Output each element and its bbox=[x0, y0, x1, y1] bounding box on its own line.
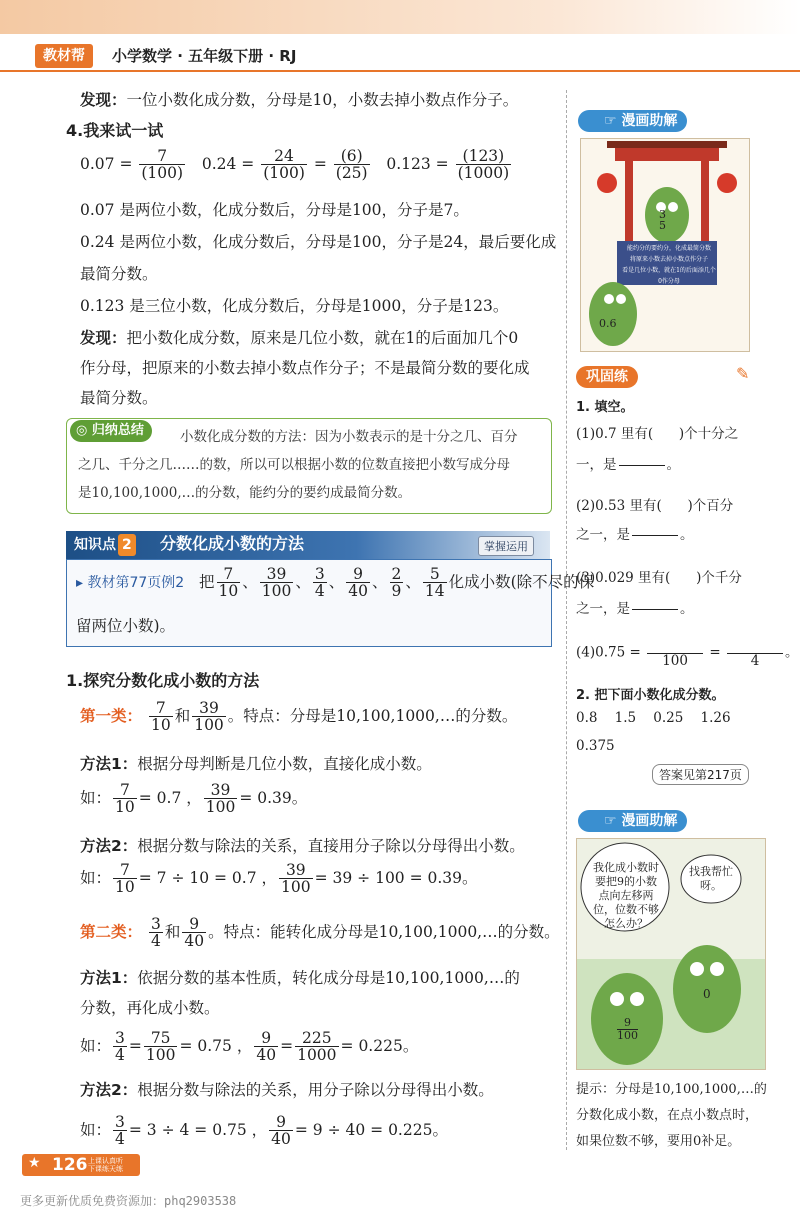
example-2b: 如： $\frac{3}{4}$ = 3 ÷ 4 = 0.75 ， $\frac{9}{40}$ = 9 ÷ 40 = 0.225。 bbox=[80, 1113, 448, 1149]
example-line: ▸ 教材第77页例2 把 $\frac{7}{10}$ 、 $\frac{39}{100}$ 、 $\frac{3}{4}$ 、 $\frac{9}{40}$ 、 $\frac{2}{9}$ 、 $\frac{5}{14}$ 化成小数(除不尽的保 bbox=[76, 565, 595, 601]
mascot-icon: ★ bbox=[28, 1155, 41, 1171]
summary-text: 是10,100,1000,…的分数，能约分的要约成最简分数。 bbox=[78, 485, 412, 501]
header-band bbox=[0, 0, 800, 34]
hint-text: 提示：分母是10,100,1000,…的 bbox=[576, 1082, 767, 1097]
page-slogan: 上课认真听 下课练天练 bbox=[88, 1157, 123, 1173]
comic-header: ☞ 漫画助解 bbox=[578, 110, 687, 132]
method-2b: 方法2：根据分数与除法的关系，用分子除以分母得出小数。 bbox=[80, 1081, 494, 1099]
mastery-badge: 掌握运用 bbox=[478, 536, 534, 556]
example-fractions: $\frac{7}{10}$ 、 $\frac{39}{100}$ 、 $\frac{3}{4}$ 、 $\frac{9}{40}$ 、 $\frac{2}{9}$ 、 $\frac{5}{14}$ bbox=[218, 565, 445, 601]
knowledge-point-title: 分数化成小数的方法 bbox=[160, 534, 305, 553]
discover-2-line: 最简分数。 bbox=[80, 389, 158, 407]
character-label: 0 bbox=[703, 987, 711, 1001]
hint-text: 分数化成小数，在点小数点时， bbox=[576, 1108, 759, 1123]
check-icon: ◎ bbox=[76, 423, 92, 438]
column-divider bbox=[566, 90, 567, 1150]
comic-sign: 能约分的要约分，化成最简分数 将原来小数去掉小数点作分子 看是几位小数，就在1的后面添几个0作分母 bbox=[622, 245, 716, 285]
question-2-values: 0.8 1.5 0.25 1.26 bbox=[576, 710, 731, 726]
method-1a: 方法1：根据分母判断是几位小数，直接化成小数。 bbox=[80, 755, 432, 773]
paragraph: 0.24 是两位小数，化成分数后，分母是100，分子是24，最后要化成 bbox=[80, 233, 557, 251]
question-line: (3)0.029 里有( )个千分 bbox=[576, 570, 742, 586]
section-4-title: 4.我来试一试 bbox=[66, 121, 164, 140]
speech-bubble: 找我帮忙呀。 bbox=[689, 865, 733, 892]
discover-1: 发现：一位小数化成分数，分母是10，小数去掉小数点作分子。 bbox=[80, 91, 519, 109]
category-1: 第一类： $\frac{7}{10}$ 和 $\frac{39}{100}$ 。特点：分母是10,100,1000,…的分数。 bbox=[80, 699, 518, 735]
method-1b-line: 分数，再化成小数。 bbox=[80, 999, 220, 1017]
header-rule bbox=[0, 70, 800, 72]
hand-icon: ☞ bbox=[604, 113, 622, 129]
character-fraction: 9 100 bbox=[617, 1016, 638, 1043]
paragraph: 0.07 是两位小数，化成分数后，分母是100，分子是7。 bbox=[80, 201, 469, 219]
example-1a: 如： $\frac{7}{10}$ = 0.7 ， $\frac{39}{100}$ = 0.39。 bbox=[80, 781, 308, 817]
question-line: (4)0.75 = 100 = 4 。 bbox=[576, 638, 799, 668]
comic-1 bbox=[580, 138, 750, 352]
discover-2: 发现：把小数化成分数，原来是几位小数，就在1的后面加几个0 bbox=[80, 329, 519, 347]
comic-header: ☞ 漫画助解 bbox=[578, 810, 687, 832]
question-line: (2)0.53 里有( )个百分 bbox=[576, 498, 734, 514]
example-fraction: $\frac{9}{40}$ bbox=[348, 565, 368, 601]
example-1b: 如： $\frac{3}{4}$ = $\frac{75}{100}$ = 0.75 ， $\frac{9}{40}$ = $\frac{225}{1000}$ = 0.225。 bbox=[80, 1029, 419, 1065]
example-fraction: $\frac{5}{14}$ bbox=[424, 565, 445, 601]
discover-2-line: 作分母，把原来的小数去掉小数点作分子；不是最简分数的要化成 bbox=[80, 359, 530, 377]
try-it-equations: 0.07 = $\frac{7}{(100)}$ 0.24 = $\frac{24}{(100)}$ = $\frac{(6)}{(25)}$ 0.123 = $\frac{(123)}{(1000)}$ bbox=[80, 147, 510, 183]
example-fraction: $\frac{7}{10}$ bbox=[218, 565, 239, 601]
answer-reference: 答案见第217页 bbox=[652, 764, 749, 785]
example-fraction: $\frac{2}{9}$ bbox=[391, 565, 402, 601]
section-1-title: 1.探究分数化成小数的方法 bbox=[66, 671, 260, 690]
question-line: 之一，是 。 bbox=[576, 518, 694, 553]
example-2a: 如： $\frac{7}{10}$ = 7 ÷ 10 = 0.7 ， $\frac{39}{100}$ = 39 ÷ 100 = 0.39。 bbox=[80, 861, 478, 897]
question-1: 1. 填空。 bbox=[576, 400, 634, 415]
example-fraction: $\frac{39}{100}$ bbox=[261, 565, 292, 601]
hint-text: 如果位数不够，要用0补足。 bbox=[576, 1134, 741, 1149]
summary-text: 小数化成分数的方法：因为小数表示的是十分之几、百分 bbox=[180, 429, 518, 445]
paragraph: 0.123 是三位小数，化成分数后，分母是1000，分子是123。 bbox=[80, 297, 509, 315]
header-title: 小学数学 · 五年级下册 · RJ bbox=[112, 47, 297, 65]
method-2a: 方法2：根据分数与除法的关系，直接用分子除以分母得出小数。 bbox=[80, 837, 525, 855]
paragraph: 最简分数。 bbox=[80, 265, 158, 283]
knowledge-point-tag: 知识点 2 bbox=[74, 534, 136, 556]
comic-2 bbox=[576, 838, 766, 1070]
speech-bubble: 我化成小数时要把9的小数点向左移两位，位数不够怎么办？ bbox=[593, 861, 659, 930]
gate-fraction: 3 5 bbox=[659, 208, 666, 232]
method-1b: 方法1：依据分数的基本性质，转化成分母是10,100,1000,…的 bbox=[80, 969, 520, 987]
question-line: 一，是 。 bbox=[576, 448, 680, 483]
category-2: 第二类： $\frac{3}{4}$ 和 $\frac{9}{40}$ 。特点：能转化成分母是10,100,1000,…的分数。 bbox=[80, 915, 560, 951]
header-badge: 教材帮 bbox=[35, 44, 93, 68]
watermark-text: 更多更新优质免费资源加：phq2903538 bbox=[20, 1194, 237, 1208]
question-2-values: 0.375 bbox=[576, 738, 615, 754]
example-fraction: $\frac{3}{4}$ bbox=[314, 565, 325, 601]
summary-text: 之几、千分之几……的数，所以可以根据小数的位数直接把小数写成分母 bbox=[78, 457, 510, 473]
question-line: 之一，是 。 bbox=[576, 592, 694, 627]
page-number: 126 bbox=[52, 1155, 88, 1175]
exercise-header: 巩固练 bbox=[576, 366, 638, 388]
character-label: 0.6 bbox=[599, 317, 617, 330]
summary-tag: ◎ 归纳总结 bbox=[70, 420, 152, 442]
pencil-icon: ✎ bbox=[736, 364, 750, 383]
example-line: 留两位小数)。 bbox=[76, 617, 176, 635]
hand-icon: ☞ bbox=[604, 813, 622, 829]
question-2: 2. 把下面小数化成分数。 bbox=[576, 688, 725, 703]
question-line: (1)0.7 里有( )个十分之 bbox=[576, 426, 739, 442]
